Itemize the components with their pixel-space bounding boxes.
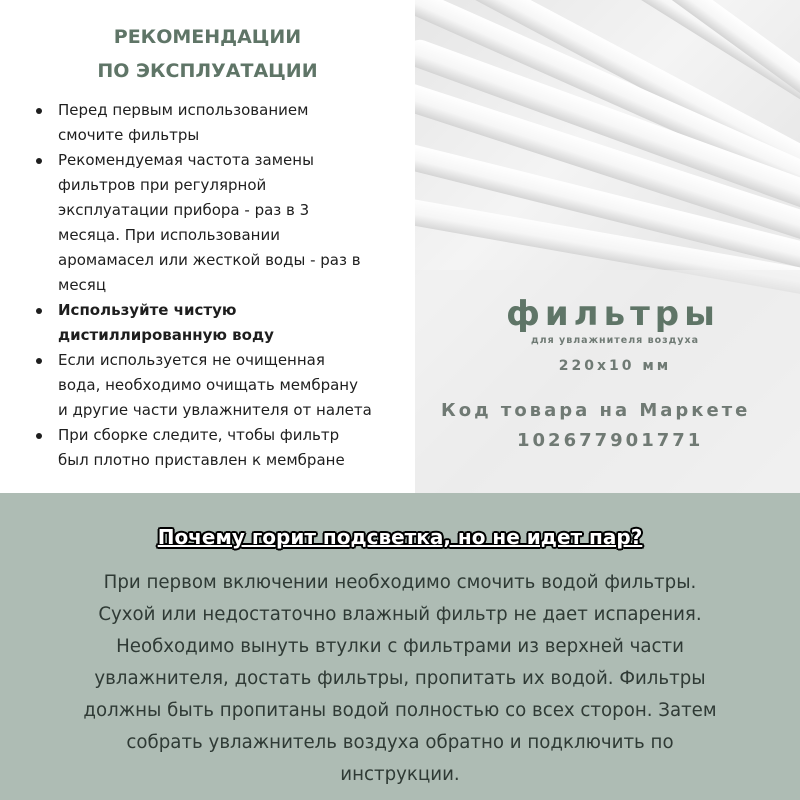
faq-answer bbox=[30, 567, 770, 791]
bullet-dot bbox=[36, 433, 42, 439]
faq-answer-line: собрать увлажнитель воздуха обратно и подключить по bbox=[126, 732, 674, 753]
bullet-dot bbox=[36, 158, 42, 164]
faq-answer-line: инструкции. bbox=[340, 764, 460, 785]
recommendation-text-line: месяц bbox=[58, 276, 107, 294]
faq-answer-line: При первом включении необходимо смочить водой фильтры. bbox=[103, 572, 697, 593]
bullet-dot bbox=[36, 108, 42, 114]
faq-answer-line: увлажнителя, достать фильтры, пропитать их водой. Фильтры bbox=[94, 668, 706, 689]
product-title: фильтры bbox=[506, 294, 720, 334]
faq-section bbox=[0, 493, 800, 800]
recommendation-text-line: смочите фильтры bbox=[58, 126, 200, 144]
product-photo-panel bbox=[415, 0, 800, 493]
recommendation-text-line: аромамасел или жесткой воды - раз в bbox=[58, 251, 361, 269]
recommendation-text-line: месяца. При использовании bbox=[58, 226, 280, 244]
bullet-dot bbox=[36, 358, 42, 364]
faq-answer-line: Сухой или недостаточно влажный фильтр не дает испарения. bbox=[98, 604, 702, 625]
recommendation-text-line: был плотно приставлен к мембране bbox=[58, 451, 345, 469]
recommendations-list bbox=[36, 98, 408, 473]
recommendation-item bbox=[36, 423, 408, 473]
recommendations-title-line: РЕКОМЕНДАЦИИ bbox=[113, 26, 302, 48]
market-code-value: 102677901771 bbox=[517, 430, 704, 451]
recommendations-title-line: ПО ЭКСПЛУАТАЦИИ bbox=[97, 60, 318, 82]
recommendation-text-line: дистиллированную воду bbox=[58, 326, 274, 344]
recommendation-text-line: При сборке следите, чтобы фильтр bbox=[58, 426, 340, 444]
faq-answer-line: должны быть пропитаны водой полностью со всех сторон. Затем bbox=[83, 700, 717, 721]
recommendation-text-line: фильтров при регулярной bbox=[58, 176, 267, 194]
recommendations-title bbox=[0, 20, 415, 88]
recommendation-text-line: Используйте чистую bbox=[58, 301, 237, 319]
recommendation-item bbox=[36, 298, 408, 348]
recommendation-text-line: Рекомендуемая частота замены bbox=[58, 151, 314, 169]
recommendation-text-line: эксплуатации прибора - раз в 3 bbox=[58, 201, 310, 219]
bullet-dot bbox=[36, 308, 42, 314]
faq-question: Почему горит подсветка, но не идет пар? bbox=[157, 525, 643, 549]
recommendation-item bbox=[36, 348, 408, 423]
product-size: 220x10 мм bbox=[558, 358, 672, 374]
recommendation-text-line: Если используется не очищенная bbox=[58, 351, 325, 369]
recommendation-text-line: Перед первым использованием bbox=[58, 101, 309, 119]
faq-answer-line: Необходимо вынуть втулки с фильтрами из верхней части bbox=[116, 636, 684, 657]
recommendation-text-line: вода, необходимо очищать мембрану bbox=[58, 376, 358, 394]
recommendation-text-line: и другие части увлажнителя от налета bbox=[58, 401, 372, 419]
recommendation-item bbox=[36, 148, 408, 298]
recommendations-panel bbox=[0, 0, 415, 493]
market-code-label: Код товара на Маркете bbox=[441, 400, 751, 421]
recommendation-item bbox=[36, 98, 408, 148]
product-subtitle: для увлажнителя воздуха bbox=[530, 335, 700, 346]
